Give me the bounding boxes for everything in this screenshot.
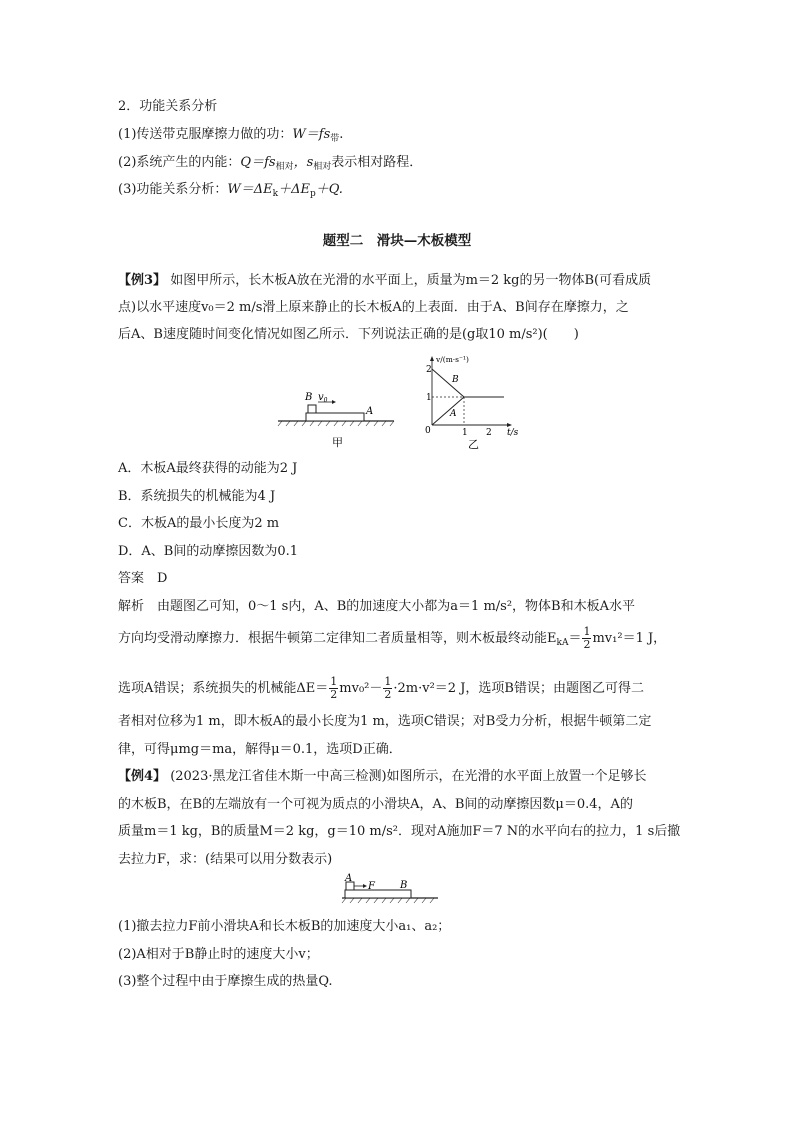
analysis-line5: 律，可得μmg＝ma，解得μ＝0.1，选项D正确． bbox=[118, 742, 402, 757]
question-1: (1)撤去拉力F前小滑块A和长木板B的加速度大小a₁、a₂； bbox=[118, 919, 451, 934]
option-c: C．木板A的最小长度为2 m bbox=[118, 516, 280, 531]
label-a: A bbox=[366, 406, 374, 417]
caption-yi: 乙 bbox=[468, 438, 479, 451]
figure-jia bbox=[276, 388, 396, 450]
tick-origin: 0 bbox=[425, 426, 431, 436]
label-v0: $v_0$ bbox=[318, 392, 328, 404]
label-board-b: B bbox=[400, 880, 408, 891]
analysis-line4: 者相对位移为1 m，即木板A的最小长度为1 m，选项C错误；对B受力分析，根据牛顿第二定 bbox=[118, 714, 652, 729]
board-a bbox=[306, 413, 364, 421]
analysis-line1: 解析 由题图乙可知，0～1 s内，A、B的加速度大小都为a＝1 m/s²，物体B和木板A水平 bbox=[118, 599, 635, 614]
s2-line2: (2)系统产生的内能：$Q=fs_{相对}$，$s_{相对}$表示相对路程． bbox=[118, 155, 423, 172]
ex4-line1: 【例4】 (2023·黑龙江省佳木斯一中高三检测)如图所示，在光滑的水平面上放置一个足够长 bbox=[118, 769, 647, 784]
ex4-label: 【例4】 bbox=[118, 769, 167, 784]
block-b bbox=[308, 405, 316, 413]
tick-x-2: 2 bbox=[486, 428, 492, 438]
line-a bbox=[432, 397, 464, 425]
option-a: A．木板A最终获得的动能为2 J bbox=[118, 461, 298, 476]
answer: 答案 D bbox=[118, 571, 168, 586]
tick-x-1: 1 bbox=[462, 428, 468, 438]
analysis-line2: 方向均受滑动摩擦力．根据牛顿第二定律知二者质量相等，则木板最终动能$E_{kA}=$ $\frac{1}{2}$ mv₁²＝1 J， bbox=[118, 625, 667, 651]
s2-line3: (3)功能关系分析：$W=\Delta E_k+\Delta E_p+Q$. bbox=[118, 182, 343, 199]
fraction-half-3: $\frac{1}{2}$ bbox=[384, 675, 392, 701]
fraction-half: $\frac{1}{2}$ bbox=[583, 625, 591, 651]
y-axis-label: v/(m·s⁻¹) bbox=[436, 355, 469, 364]
section-title: 题型二 滑块—木板模型 bbox=[322, 233, 472, 249]
figure-ex4 bbox=[340, 872, 440, 908]
section2-heading: 2．功能关系分析 bbox=[118, 99, 218, 114]
fraction-half-2: $\frac{1}{2}$ bbox=[330, 675, 338, 701]
question-3: (3)整个过程中由于摩擦生成的热量Q. bbox=[118, 974, 333, 989]
label-force-f: F bbox=[368, 881, 375, 892]
option-b: B．系统损失的机械能为4 J bbox=[118, 489, 276, 504]
option-d: D．A、B间的动摩擦因数为0.1 bbox=[118, 544, 299, 559]
ex4-line4: 去拉力F，求：(结果可以用分数表示) bbox=[118, 852, 333, 867]
ex3-line2: 点)以水平速度v₀＝2 m/s滑上原来静止的长木板A的上表面．由于A、B间存在摩擦力，之 bbox=[118, 300, 629, 315]
ex3-label: 【例3】 bbox=[118, 273, 167, 288]
board-b bbox=[345, 890, 411, 898]
label-line-a: A bbox=[450, 409, 457, 419]
figure-yi-vt-graph bbox=[412, 352, 524, 452]
label-block-a: A bbox=[345, 873, 353, 884]
s2-line1: (1)传送带克服摩擦力做的功：$W=fs_带$. bbox=[118, 127, 344, 144]
ex4-line3: 质量m＝1 kg，B的质量M＝2 kg，g＝10 m/s²．现对A施加F＝7 N的水平向右的拉力，1 s后撤 bbox=[118, 824, 681, 839]
tick-y-2: 2 bbox=[426, 365, 432, 375]
line-b bbox=[432, 369, 464, 397]
caption-jia: 甲 bbox=[332, 436, 343, 449]
ex3-line1: 【例3】 如图甲所示，长木板A放在光滑的水平面上，质量为m＝2 kg的另一物体B(可看成质 bbox=[118, 273, 652, 288]
analysis-line3: 选项A错误；系统损失的机械能ΔE＝ $\frac{1}{2}$ mv₀²－ $\frac{1}{2}$ ·2m·v²＝2 J，选项B错误；由题图乙可得二 bbox=[118, 675, 644, 701]
ex3-line3: 后A、B速度随时间变化情况如图乙所示．下列说法正确的是(g取10 m/s²)( ) bbox=[118, 327, 579, 342]
x-axis-label: t/s bbox=[507, 428, 519, 438]
tick-y-1: 1 bbox=[426, 393, 432, 403]
label-line-b: B bbox=[452, 375, 459, 385]
label-b: B bbox=[305, 392, 313, 403]
question-2: (2)A相对于B静止时的速度大小v； bbox=[118, 947, 319, 962]
ex4-line2: 的木板B，在B的左端放有一个可视为质点的小滑块A，A、B间的动摩擦因数μ＝0.4，A的 bbox=[118, 797, 633, 812]
